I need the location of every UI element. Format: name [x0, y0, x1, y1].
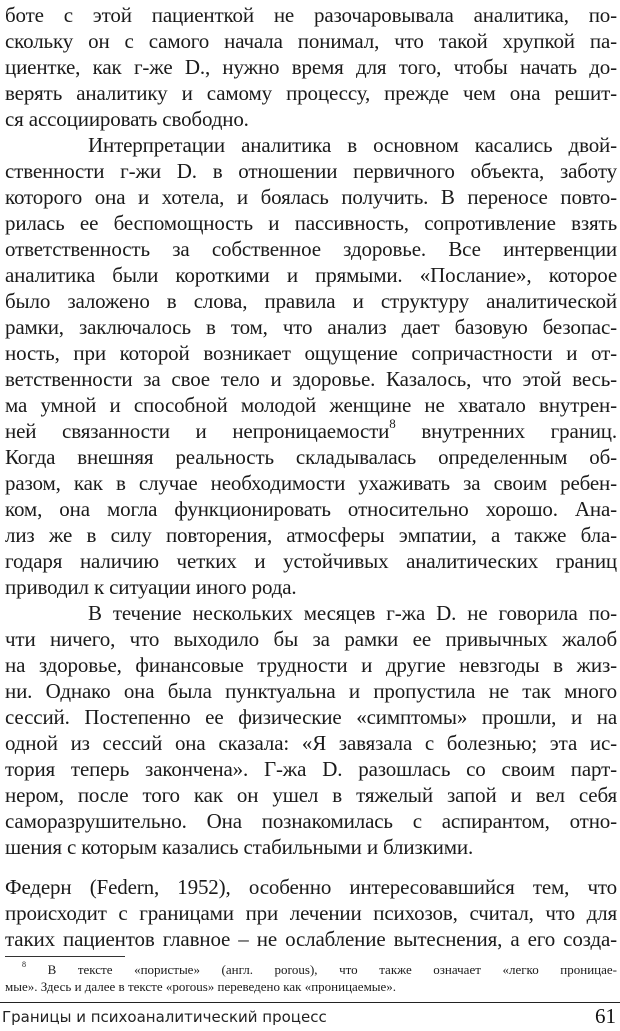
text-line-with-footnote	[5, 418, 617, 444]
text-line: таких пациентов главное – не ослабление вытеснения, а его созда-	[5, 927, 617, 951]
footnote-line: мые». Здесь и далее в тексте «porous» переведено как «проницаемые».	[5, 979, 397, 994]
text-line: циентке, как г-же D., нужно время для того, чтобы начать до-	[5, 55, 617, 79]
text-line: Когда внешняя реальность складывалась определенным об-	[5, 445, 617, 469]
text-segment: внутренних границ.	[395, 419, 617, 443]
text-line: годаря наличию четких и устойчивых аналитических границ	[5, 549, 617, 573]
text-line: рамки, заключалось в том, что анализ дает базовую безопас-	[5, 315, 617, 339]
text-line: верять аналитику и самому процессу, прежде чем она решит-	[5, 81, 617, 105]
text-line: рилась ее беспомощность и пассивность, сопротивление взять	[5, 211, 617, 235]
text-line: лиз же в силу повторения, атмосферы эмпатии, а также бла-	[5, 523, 617, 547]
text-line: боте с этой пациенткой не разочаровывала аналитика, по-	[5, 3, 617, 27]
text-line: приводил к ситуации иного рода.	[5, 575, 297, 599]
footnote-line	[22, 962, 617, 978]
text-line: Интерпретации аналитика в основном касались двой-	[88, 133, 617, 157]
text-line: было заложено в слова, правила и структуру аналитической	[5, 289, 617, 313]
text-line: ся ассоциировать свободно.	[5, 107, 249, 131]
text-line: чти ничего, что выходило бы за рамки ее привычных жалоб	[5, 627, 617, 651]
footnote-text: В тексте «пористые» (англ. porous), что также означает «легко проницае-	[26, 962, 617, 977]
text-line: одной из сессий она сказала: «Я завязала с болезнью; эта ис-	[5, 731, 617, 755]
text-segment: ней связанности и непроницаемости	[5, 419, 390, 443]
text-line: саморазрушительно. Она познакомилась с аспирантом, отно-	[5, 809, 617, 833]
text-line: тория теперь закончена». Г-жа D. разошлась со своим парт-	[5, 757, 617, 781]
running-head: Границы и психоаналитический процесс	[2, 1008, 327, 1026]
footnote-marker: 8	[22, 960, 27, 970]
text-line: Федерн (Federn, 1952), особенно интересовавшийся тем, что	[5, 875, 617, 899]
footnote-reference[interactable]: 8	[389, 416, 396, 432]
text-line: на здоровье, финансовые трудности и другие невзгоды в жиз-	[5, 653, 617, 677]
text-line: ма умной и способной молодой женщине не хватало внутрен-	[5, 393, 617, 417]
text-line: скольку он с самого начала понимал, что такой хрупкой па-	[5, 29, 617, 53]
text-line: В течение нескольких месяцев г-жа D. не говорила по-	[88, 601, 617, 625]
text-line: ни. Однако она была пунктуальна и пропустила не так много	[5, 679, 617, 703]
footnote-divider	[5, 956, 125, 957]
text-line: нером, после того как он ушел в тяжелый запой и вел себя	[5, 783, 617, 807]
text-line: ственности г-жи D. в отношении первичного объекта, заботу	[5, 159, 617, 183]
text-line: ответственность за собственное здоровье. Все интервенции	[5, 237, 617, 261]
text-line: разом, как в случае необходимости ухаживать за своим ребен-	[5, 471, 617, 495]
text-line: ветственности за свое тело и здоровье. Казалось, что этой весь-	[5, 367, 617, 391]
text-line: происходит с границами при лечении психозов, считал, что для	[5, 901, 617, 925]
page-number: 61	[595, 1004, 616, 1028]
text-line: ность, при которой возникает ощущение сопричастности и от-	[5, 341, 617, 365]
text-line: которого она и хотела, и боялась получить. В переносе повто-	[5, 185, 617, 209]
text-line: аналитика были короткими и прямыми. «Послание», которое	[5, 263, 617, 287]
text-line: сессий. Постепенно ее физические «симптомы» прошли, и на	[5, 705, 617, 729]
text-line: шения с которым казались стабильными и близкими.	[5, 835, 474, 859]
text-line: ком, она могла функционировать относительно хорошо. Ана-	[5, 497, 617, 521]
footer-divider	[0, 1002, 620, 1003]
